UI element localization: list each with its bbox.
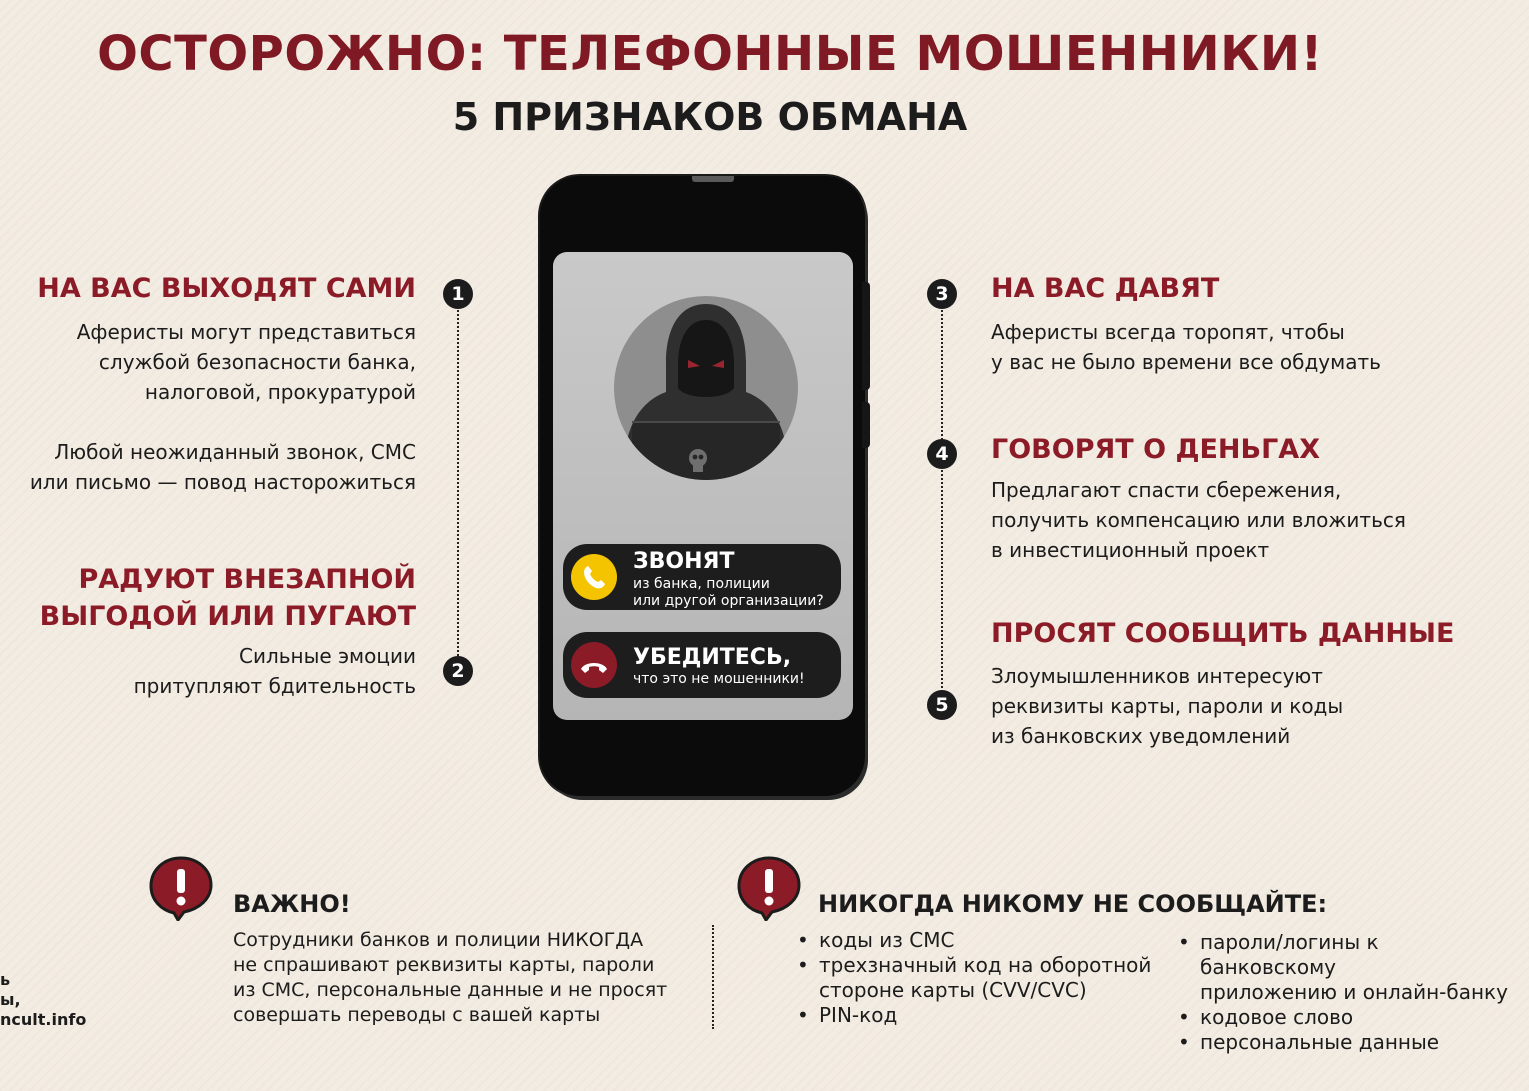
sign-2-heading-line-2: ВЫГОДОЙ ИЛИ ПУГАЮТ	[39, 601, 416, 632]
alert-bubble-icon	[148, 855, 214, 921]
list-item: • трехзначный код на оборотной стороне карты (CVV/CVC)	[797, 953, 1157, 1003]
phone-call-icon	[571, 554, 617, 600]
list-item: • пароли/логины к банковскому приложению и онлайн-банку	[1178, 930, 1518, 1005]
call-subtitle: из банка, полиции или другой организации?	[633, 576, 824, 609]
phone-speaker	[692, 176, 734, 182]
sign-4-text: Предлагают спасти сбережения, получить компенсацию или вложиться в инвестиционный проект	[991, 478, 1406, 562]
important-text: Сотрудники банков и полиции НИКОГДА не спрашивают реквизиты карты, пароли из СМС, персональные данные и не просят совершать переводы с вашей карты	[233, 929, 668, 1026]
never-heading: НИКОГДА НИКОМУ НЕ СООБЩАЙТЕ:	[818, 890, 1328, 918]
bottom-divider	[712, 925, 714, 1029]
sign-4-heading: ГОВОРЯТ О ДЕНЬГАХ	[991, 434, 1321, 465]
phone-side-button-2	[862, 402, 870, 448]
never-list-1	[797, 928, 1157, 1028]
never-list-2	[1178, 930, 1518, 1055]
page-subtitle: 5 ПРИЗНАКОВ ОБМАНА	[452, 95, 968, 139]
hacker-icon	[614, 296, 798, 480]
alert-bubble-icon-2	[736, 855, 802, 921]
sign-2-text: Сильные эмоции притупляют бдительность	[133, 644, 416, 698]
sign-4-number: 4	[927, 439, 957, 469]
sign-3-number: 3	[927, 279, 957, 309]
sign-5-text: Злоумышленников интересуют реквизиты карты, пароли и коды из банковских уведомлений	[991, 664, 1344, 748]
sign-1-number: 1	[443, 279, 473, 309]
sign-3-text: Аферисты всегда торопят, чтобы у вас не было времени все обдумать	[991, 320, 1381, 374]
phone-side-button	[862, 282, 870, 390]
sign-5-heading: ПРОСЯТ СООБЩИТЬ ДАННЫЕ	[991, 618, 1455, 649]
sign-1-heading: НА ВАС ВЫХОДЯТ САМИ	[37, 273, 416, 304]
sign-1-text: Аферисты могут представиться службой безопасности банка, налоговой, прокуратурой	[76, 320, 416, 404]
call-title: ЗВОНЯТ	[633, 549, 735, 574]
check-subtitle: что это не мошенники!	[633, 671, 805, 687]
list-item: • кодовое слово	[1178, 1005, 1518, 1030]
sign-3-heading: НА ВАС ДАВЯТ	[991, 273, 1220, 304]
list-item: • коды из СМС	[797, 928, 1157, 953]
sign-1-text-2: Любой неожиданный звонок, СМС или письмо — повод насторожиться	[29, 440, 416, 494]
important-heading: ВАЖНО!	[233, 890, 351, 918]
hang-up-icon	[571, 642, 617, 688]
list-item: • персональные данные	[1178, 1030, 1518, 1055]
right-timeline	[941, 310, 943, 700]
cut-off-footer-text: ь ы, ncult.info	[0, 970, 87, 1029]
check-title: УБЕДИТЕСЬ,	[633, 645, 792, 670]
sign-5-number: 5	[927, 690, 957, 720]
page-title: ОСТОРОЖНО: ТЕЛЕФОННЫЕ МОШЕННИКИ!	[97, 26, 1323, 82]
sign-2-number: 2	[443, 656, 473, 686]
left-timeline	[457, 310, 459, 660]
list-item: • PIN-код	[797, 1003, 1157, 1028]
sign-2-heading-line-1: РАДУЮТ ВНЕЗАПНОЙ	[78, 564, 416, 595]
